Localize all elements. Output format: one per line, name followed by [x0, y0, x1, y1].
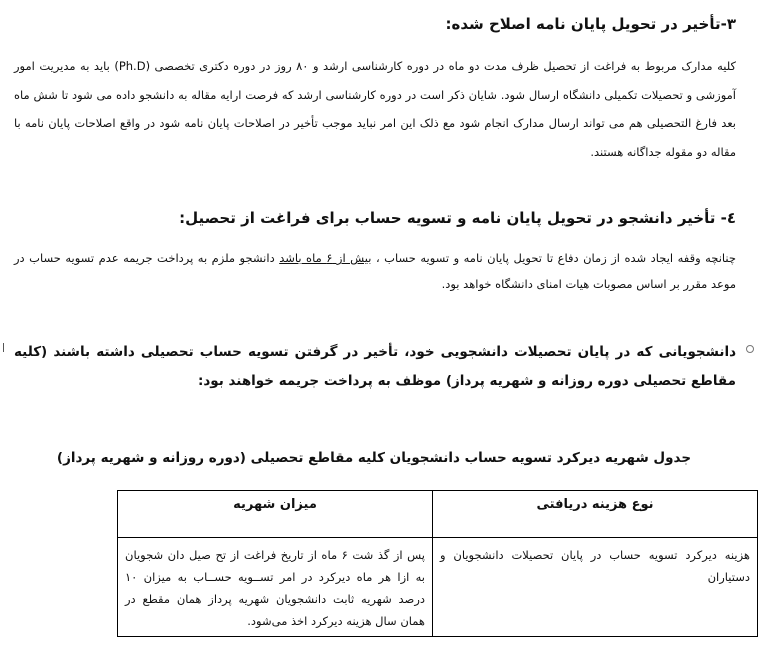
- fee-type-header: نوع هزینه دریافتی: [433, 491, 758, 538]
- late-settlement-notice: دانشجویانی که در پایان تحصیلات دانشجویی خود، تأخیر در گرفتن تسویه حساب تحصیلی داشته باشند (کلیه مقاطع تحصیلی دوره روزانه و شهریه پرداز) موظف به پرداخت جریمه خواهند بود:: [14, 344, 736, 389]
- section-4-paragraph: [14, 246, 736, 297]
- margin-marker: [3, 343, 4, 352]
- section-3-paragraph: کلیه مدارک مربوط به فراغت از تحصیل ظرف مدت دو ماه در دوره کارشناسی ارشد و ۸۰ روز در دوره دکتری تخصصی (Ph.D) باید به مدیریت امور آموزشی و تحصیلات تکمیلی دانشگاه ارسال شود. شایان ذکر است در دوره کارشناسی ارشد که فرصت ارایه مقاله به دانشجو داده می شود تا شش ماه بعد فارغ التحصیلی هم می تواند ارسال مدارک انجام شود مع ذلک این امر نباید موجب تأخیر در اصلاحات پایان نامه شود در واقع اصلاحات پایان نامه با مقاله دو مقوله جداگانه هستند.: [14, 59, 736, 159]
- fee-amount-cell: پس از گذ شت ۶ ماه از تاریخ فراغت از تح صیل دان شجویان به ازا هر ماه دیرکرد در امر تســویه حســاب به میزان ۱۰ درصد شهریه ثابت دانشجویان شهریه پرداز همان مقطع در همان سال هزینه دیرکرد اخذ می‌شود.: [118, 538, 433, 637]
- table-row: [118, 538, 758, 637]
- section-4-text-end: دانشجو ملزم به پرداخت جریمه عدم تسویه حساب در موعد مقرر بر اساس مصوبات هیات امنای دانشگاه خواهد بود.: [14, 251, 736, 291]
- table-caption: جدول شهریه دیرکرد تسویه حساب دانشجویان کلیه مقاطع تحصیلی (دوره روزانه و شهریه پرداز): [56, 450, 692, 466]
- fee-amount-header: میزان شهریه: [118, 491, 433, 538]
- section-4-heading: ٤- تأخیر دانشجو در تحویل پایان نامه و تسویه حساب برای فراغت از تحصیل:: [179, 209, 736, 227]
- section-3-heading: ۳-تأخیر در تحویل پایان نامه اصلاح شده:: [445, 15, 736, 33]
- late-fee-table: [117, 490, 758, 637]
- paragraph-anchor-icon: [746, 345, 754, 353]
- section-4-text-start: چنانچه وقفه ایجاد شده از زمان دفاع تا تحویل پایان نامه و تسویه حساب ،: [371, 251, 736, 265]
- fee-type-cell: هزینه دیرکرد تسویه حساب در پایان تحصیلات دانشجویان و دستیاران: [433, 538, 758, 637]
- table-header-row: [118, 491, 758, 538]
- six-month-underlined-text: بیش از ۶ ماه باشد: [279, 251, 372, 265]
